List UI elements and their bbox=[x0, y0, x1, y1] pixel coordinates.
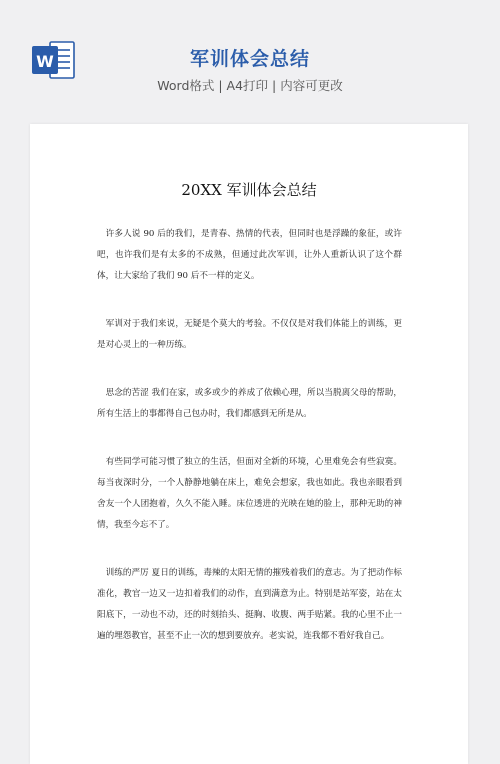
paragraph: 许多人说 90 后的我们，是青春、热情的代表，但同时也是浮躁的象征，或许吧，也许我们是有太多的不成熟，但通过此次军训，让外人重新认识了这个群体，让大家给了我们 90 后不一样的定义。 bbox=[97, 229, 402, 281]
paragraph: 有些同学可能习惯了独立的生活，但面对全新的环境，心里难免会有些寂寞。每当夜深时分，一个人静静地躺在床上，难免会想家，我也如此。我也亲眼看到舍友一个人团抱着，久久不能入睡。床位透进的光映在她的脸上，那种无助的神情，我至今忘不了。 bbox=[97, 457, 402, 530]
document-page bbox=[30, 124, 468, 764]
page-subtitle: Word格式 | A4打印 | 内容可更改 bbox=[157, 78, 343, 93]
document-body bbox=[97, 224, 402, 674]
paragraph: 思念的苦涩 我们在家，或多或少的养成了依赖心理，所以当脱离父母的帮助，所有生活上的事都得自己包办时，我们都感到无所是从。 bbox=[97, 388, 402, 419]
document-title: 20XX 军训体会总结 bbox=[181, 181, 317, 199]
page-title: 军训体会总结 bbox=[189, 48, 310, 70]
paragraph: 训练的严厉 夏日的训练，毒辣的太阳无情的摧残着我们的意志。为了把动作标准化，教官一边又一边扣着我们的动作，直到满意为止。特别是站军姿，站在太阳底下，一动也不动，还的时刻抬头、挺胸、收腹、两手贴紧。我的心里不止一遍的埋怨教官，甚至不止一次的想到要放弃。老实说，连我都不看好我自己。 bbox=[97, 568, 402, 641]
paragraph: 军训对于我们来说，无疑是个莫大的考验。不仅仅是对我们体能上的训练，更是对心灵上的一种历练。 bbox=[97, 319, 402, 350]
word-icon-letter: W bbox=[36, 52, 54, 71]
header bbox=[0, 0, 500, 122]
